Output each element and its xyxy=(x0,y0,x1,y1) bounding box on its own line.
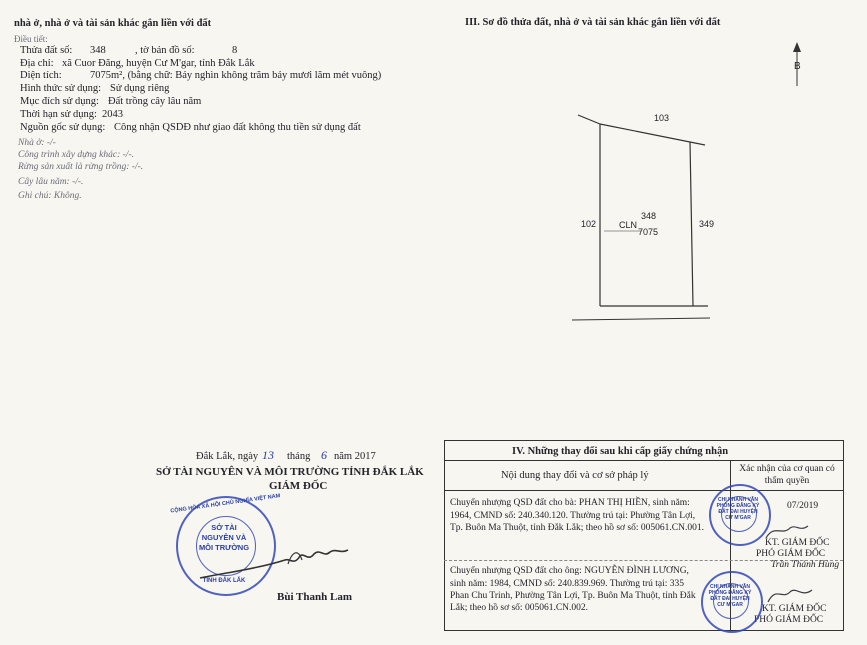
address-label: Địa chỉ: xyxy=(20,58,54,69)
agency-name: SỞ TÀI NGUYÊN VÀ MÔI TRƯỜNG TỈNH ĐẮK LẮK xyxy=(156,466,424,478)
stamp-ring-text: CỘNG HÒA XÃ HỘI CHỦ NGHĨA VIỆT NAM xyxy=(170,493,281,515)
right-neighbor: 349 xyxy=(699,219,715,229)
entry1-signature xyxy=(760,518,830,568)
faint-line-2: Công trình xây dựng khác: -/-. xyxy=(18,150,134,160)
entry1-title2: PHÓ GIÁM ĐỐC xyxy=(756,549,826,559)
map-label: , tờ bản đồ số: xyxy=(135,45,195,56)
year-label: năm 2017 xyxy=(334,451,376,462)
entry2-line1: Chuyển nhượng QSD đất cho ông: NGUYỄN ĐÌNH LƯƠNG, xyxy=(450,566,689,576)
purpose-label: Mục đích sử dụng: xyxy=(20,96,99,107)
faint-line-4: Cây lâu năm: -/-. xyxy=(18,177,84,187)
entry1-signer: Trần Thành Hùng xyxy=(771,560,840,570)
use-form-value: Sử dụng riêng xyxy=(110,83,170,94)
area-value: 7075m², (bằng chữ: Bảy nghìn không trăm bảy mươi lăm mét vuông) xyxy=(90,70,382,81)
use-form-label: Hình thức sử dụng: xyxy=(20,83,102,94)
origin-value: Công nhận QSDĐ như giao đất không thu tiền sử dụng đất xyxy=(114,122,361,133)
date-prefix: Đắk Lắk, ngày xyxy=(196,451,259,462)
faint-line-3: Rừng sản xuất là rừng trồng: -/-. xyxy=(18,162,144,172)
stamp-bottom-text: TỈNH ĐẮK LẮK xyxy=(202,578,246,584)
entry2-line3: Phan Chu Trinh, Phường Tân Lợi, Tp. Buôn Ma Thuột, tỉnh Đắk xyxy=(450,591,696,601)
section2-sub: Điều tiết: xyxy=(14,34,48,44)
entry1-line2: 1964, CMND số: 240.340.120. Thường trú tại: Phường Tân Lợi, xyxy=(450,511,696,521)
left-neighbor: 102 xyxy=(581,219,597,229)
north-label: B xyxy=(794,61,801,72)
handwritten-signature xyxy=(190,530,360,590)
area-label: Diện tích: xyxy=(20,70,62,81)
term-label: Thời hạn sử dụng: xyxy=(20,109,97,120)
address-value: xã Cuor Đăng, huyện Cư M'gar, tỉnh Đắk Lắk xyxy=(62,58,255,69)
faint-line-5: Ghi chú: Không. xyxy=(18,191,82,201)
map-number: 8 xyxy=(232,45,238,56)
stamp-center-text: SỞ TÀI NGUYÊN VÀ MÔI TRƯỜNG xyxy=(198,523,250,552)
purpose-value: Đất trồng cây lâu năm xyxy=(108,96,202,107)
entry1-line1: Chuyển nhượng QSD đất cho bà: PHAN THỊ HIỀN, sinh năm: xyxy=(450,498,690,508)
entry2-signature xyxy=(760,582,830,612)
diagram-area: 7075 xyxy=(638,227,659,237)
date-month: 6 xyxy=(321,448,327,462)
entry2-line2: sinh năm: 1984, CMND số: 240.839.969. Thường trú tại: 335 xyxy=(450,579,685,589)
entry1-title1: KT. GIÁM ĐỐC xyxy=(765,538,830,548)
entry1-line3: Tp. Buôn Ma Thuột, tỉnh Đắk Lắk; theo hồ sơ số: 005061.CN.001. xyxy=(450,523,704,533)
land-code: CLN xyxy=(619,220,638,230)
faint-line-1: Nhà ở: -/- xyxy=(18,138,56,148)
parcel-number: 348 xyxy=(90,45,106,56)
term-value: 2043 xyxy=(102,109,123,120)
entry2-line4: Lắk; theo hồ sơ số: 005061.CN.002. xyxy=(450,603,589,613)
section4-heading: IV. Những thay đổi sau khi cấp giấy chứng nhận xyxy=(512,446,729,457)
month-label: tháng xyxy=(287,451,311,462)
parcel-diagram xyxy=(560,38,820,338)
top-neighbor: 103 xyxy=(654,113,670,123)
date-day: 13 xyxy=(262,448,274,462)
entry2-title2: PHÓ GIÁM ĐỐC xyxy=(754,615,824,625)
section2-heading: nhà ở, nhà ở và tài sản khác gắn liền với đất xyxy=(14,18,212,29)
diagram-parcel-number: 348 xyxy=(641,211,657,221)
entry2-title1: KT. GIÁM ĐỐC xyxy=(762,604,827,614)
entry1-date: 07/2019 xyxy=(787,501,819,511)
signer-name: Bùi Thanh Lam xyxy=(277,591,353,603)
branch-stamp-2-text: CHI NHÁNH VĂN PHÒNG ĐĂNG KÝ ĐẤT ĐAI HUYỆN CƯ M'GAR xyxy=(708,584,752,608)
origin-label: Nguồn gốc sử dụng: xyxy=(20,122,106,133)
agency-title: GIÁM ĐỐC xyxy=(269,480,328,492)
col2-header: Xác nhận của cơ quan có thẩm quyền xyxy=(739,464,835,486)
branch-stamp-1-text: CHI NHÁNH VĂN PHÒNG ĐĂNG KÝ ĐẤT ĐAI HUYỆN CƯ M'GAR xyxy=(716,497,760,521)
section3-heading: III. Sơ đồ thửa đất, nhà ở và tài sản khác gắn liền với đất xyxy=(465,17,721,28)
parcel-label: Thửa đất số: xyxy=(20,45,73,56)
col1-header: Nội dung thay đổi và cơ sở pháp lý xyxy=(501,470,649,481)
